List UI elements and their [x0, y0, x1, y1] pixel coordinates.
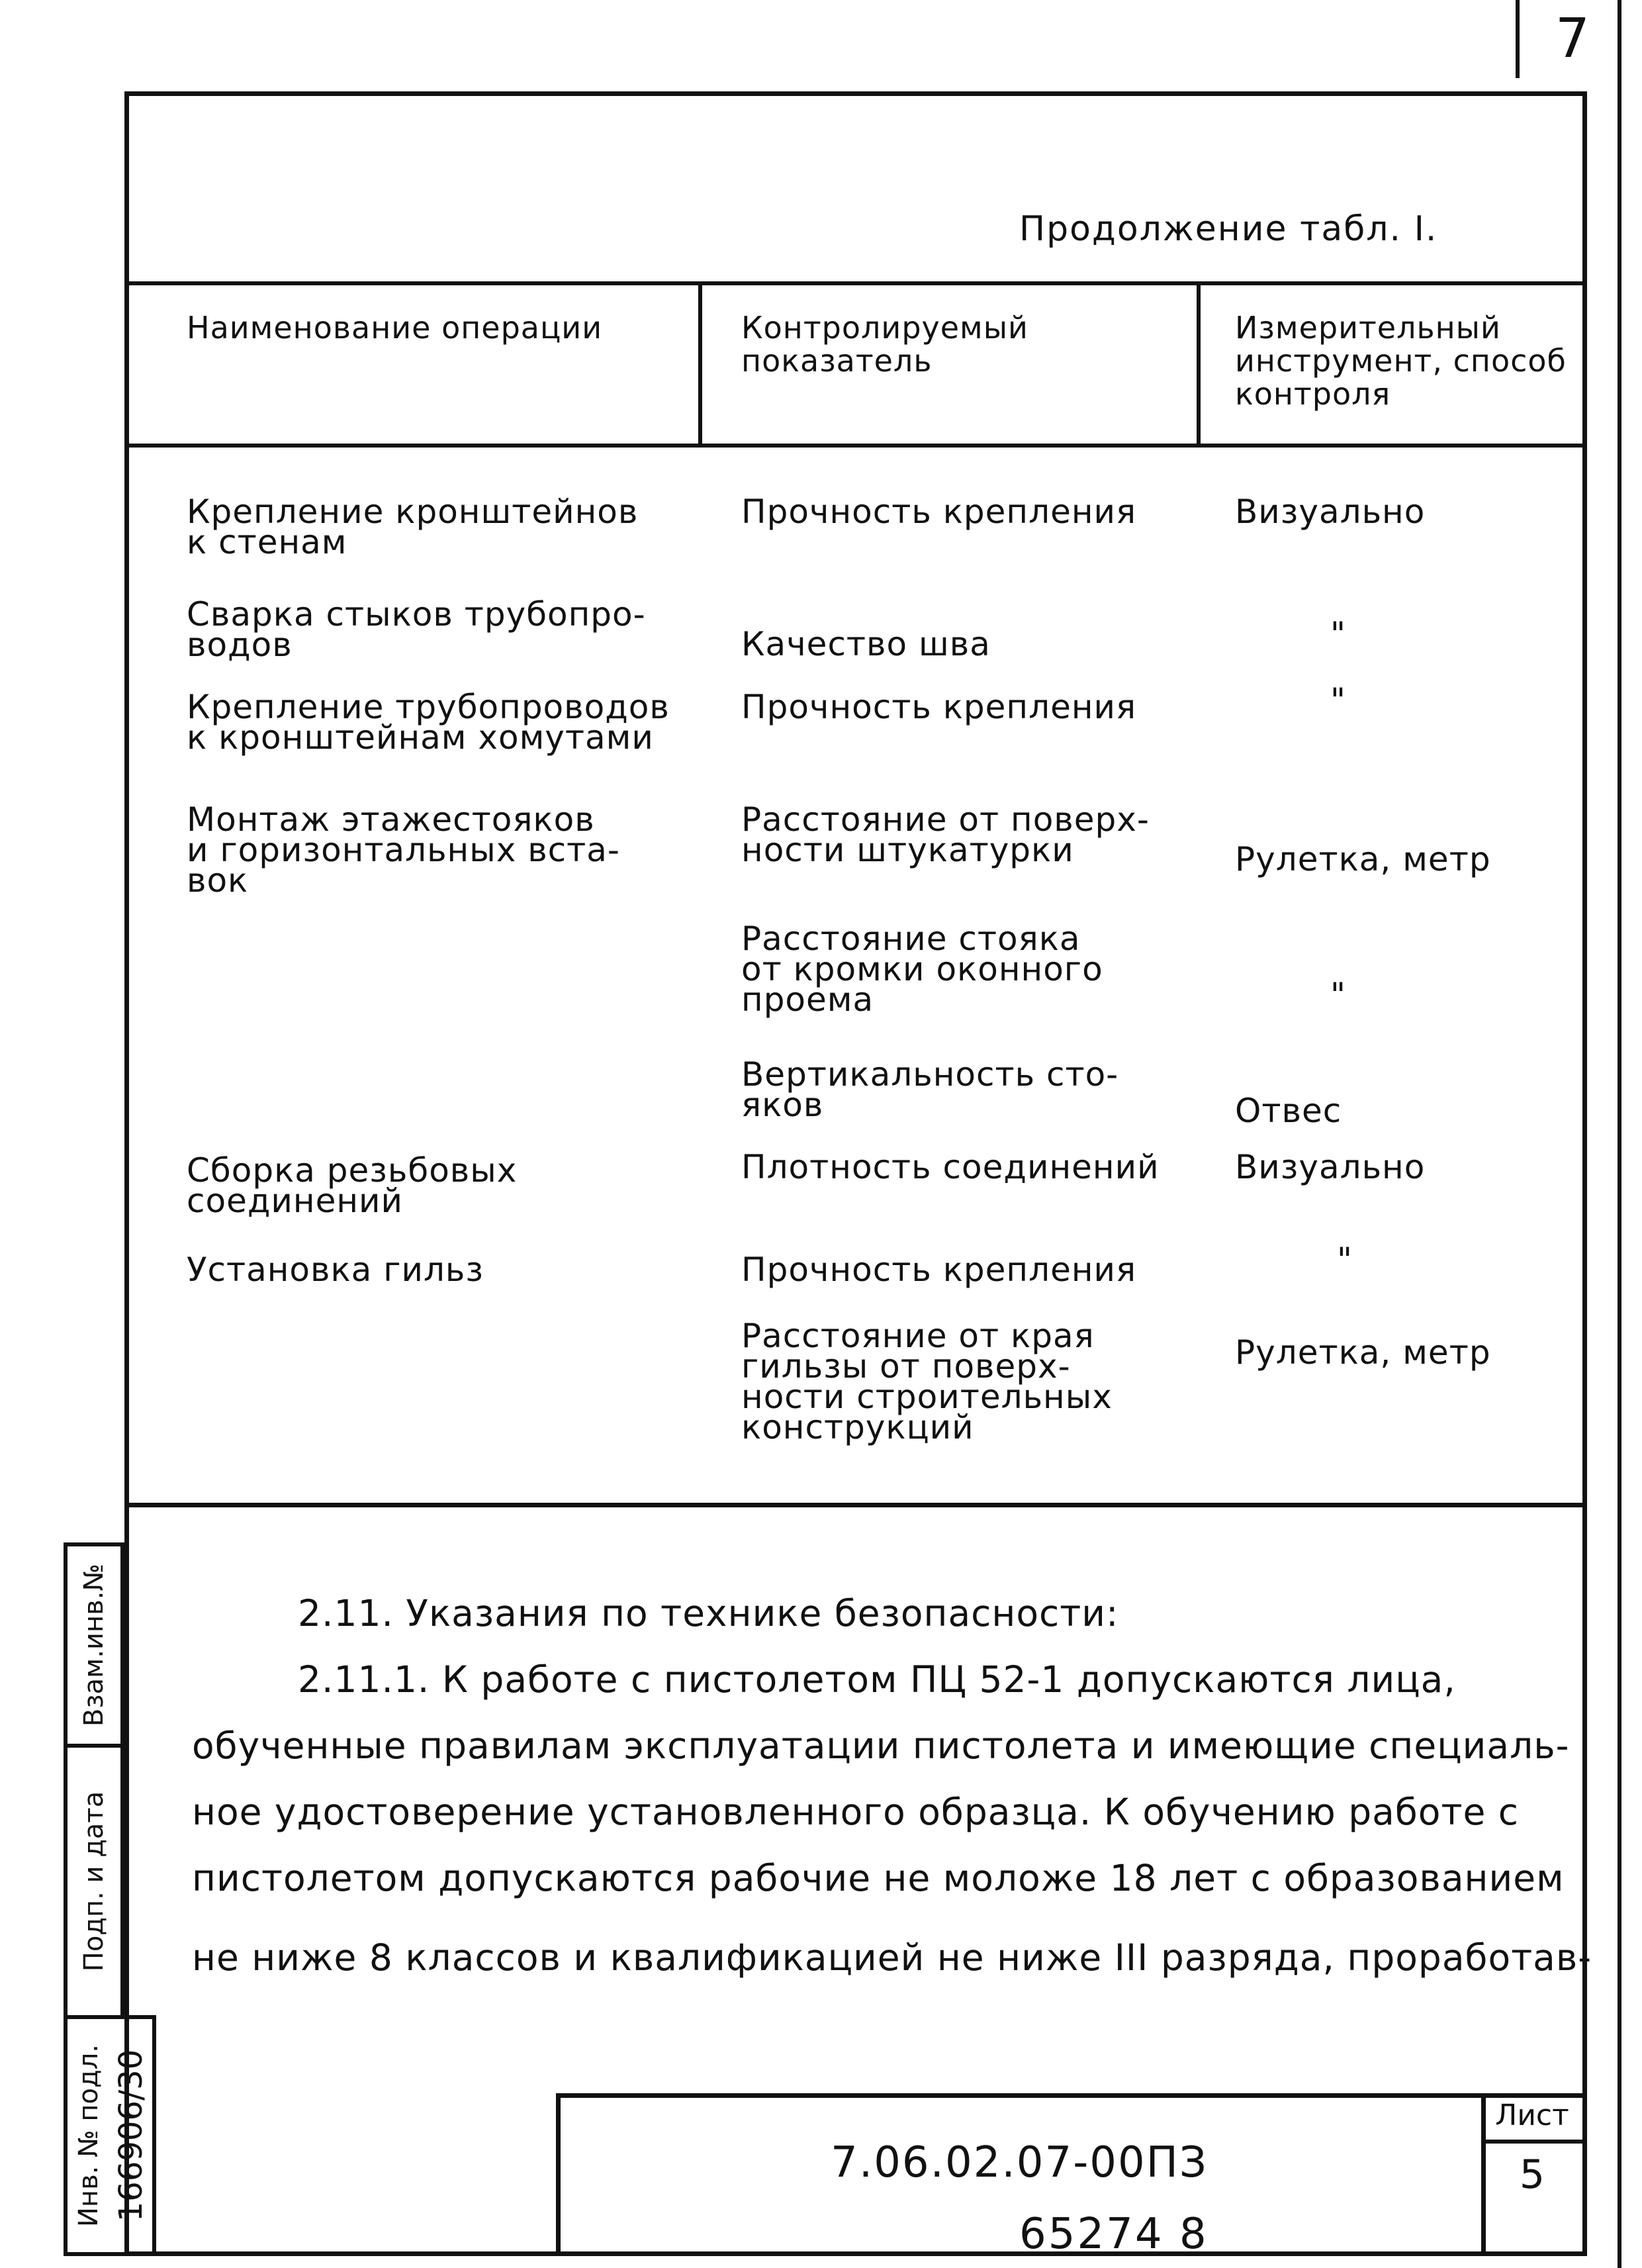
- row1-operation: Крепление кронштейнов к стенам: [187, 493, 639, 561]
- text-line-3: обученные правилам эксплуатации пистолета и имеющие специаль-: [192, 1725, 1570, 1767]
- row3-operation: Крепление трубопроводов к кронштейнам хомутами: [187, 688, 670, 757]
- header-divider-1: [698, 281, 702, 447]
- stamp-inv-podl-value: 166906/30: [113, 2049, 150, 2222]
- row7-indicator: Плотность соединений: [741, 1148, 1160, 1186]
- row7-operation: Сборка резьбовых соединений: [187, 1151, 518, 1220]
- bottom-archive-number: 65274 8: [1019, 2210, 1209, 2259]
- row7-instrument: Визуально: [1235, 1148, 1426, 1186]
- header-indicator: Контролируемый показатель: [741, 310, 1028, 379]
- sheet-label: Лист: [1495, 2099, 1569, 2132]
- row3-instrument: ": [1330, 681, 1346, 720]
- row8-operation: Установка гильз: [187, 1251, 484, 1289]
- table-caption: Продолжение табл. I.: [1019, 209, 1438, 249]
- text-line-1: 2.11. Указания по технике безопасности:: [298, 1592, 1119, 1634]
- header-instrument: Измерительный инструмент, способ контроля: [1235, 310, 1567, 412]
- page-number: 7: [1516, 0, 1625, 78]
- row3-indicator: Прочность крепления: [741, 688, 1137, 726]
- right-border: [1618, 0, 1621, 2268]
- stamp-inv-podl-label: Инв. № подл.: [73, 2044, 104, 2227]
- row5-instrument: ": [1330, 976, 1346, 1014]
- sheet-number: 5: [1519, 2151, 1545, 2198]
- sheet-divider: [1481, 2140, 1582, 2144]
- text-line-6: не ниже 8 классов и квалификацией не ниже III разряда, проработав-: [192, 1936, 1592, 1979]
- document-number: 7.06.02.07-00ПЗ: [831, 2138, 1208, 2187]
- row8-instrument: ": [1337, 1241, 1353, 1279]
- stamp-vz-inv: [64, 1542, 124, 1748]
- table-top-line: [124, 281, 1587, 285]
- stamp-podp-data: [64, 1744, 124, 2019]
- row9-instrument: Рулетка, метр: [1235, 1333, 1491, 1372]
- header-operation: Наименование операции: [187, 310, 603, 346]
- row2-instrument: ": [1330, 615, 1346, 653]
- row2-indicator: Качество шва: [741, 625, 991, 663]
- text-line-4: ное удостоверение установленного образца. К обучению работе с: [192, 1791, 1520, 1833]
- table-bottom-line: [124, 1503, 1587, 1507]
- row4-operation: Монтаж этажестояков и горизонтальных вста- вок: [187, 800, 620, 900]
- row4-indicator: Расстояние от поверх- ности штукатурки: [741, 800, 1150, 869]
- header-divider-2: [1197, 281, 1201, 447]
- text-line-5: пистолетом допускаются рабочие не моложе 18 лет с образованием: [192, 1857, 1565, 1899]
- row1-instrument: Визуально: [1235, 493, 1426, 531]
- row6-indicator: Вертикальность сто- яков: [741, 1055, 1119, 1124]
- stamp-podp-data-label: Подп. и дата: [79, 1791, 109, 1972]
- row8-indicator: Прочность крепления: [741, 1251, 1137, 1289]
- row5-indicator: Расстояние стояка от кромки оконного проема: [741, 920, 1103, 1019]
- stamp-inv-podl: [64, 2015, 156, 2256]
- stamp-vz-inv-label: Взам.инв.№: [79, 1563, 109, 1727]
- row1-indicator: Прочность крепления: [741, 493, 1137, 531]
- row9-indicator: Расстояние от края гильзы от поверх- ности строительных конструкций: [741, 1317, 1113, 1446]
- row4-instrument: Рулетка, метр: [1235, 840, 1491, 878]
- row6-instrument: Отвес: [1235, 1092, 1342, 1130]
- header-bottom-line: [124, 444, 1587, 448]
- row2-operation: Сварка стыков трубопро- водов: [187, 595, 646, 664]
- text-line-2: 2.11.1. К работе с пистолетом ПЦ 52-1 допускаются лица,: [298, 1658, 1456, 1701]
